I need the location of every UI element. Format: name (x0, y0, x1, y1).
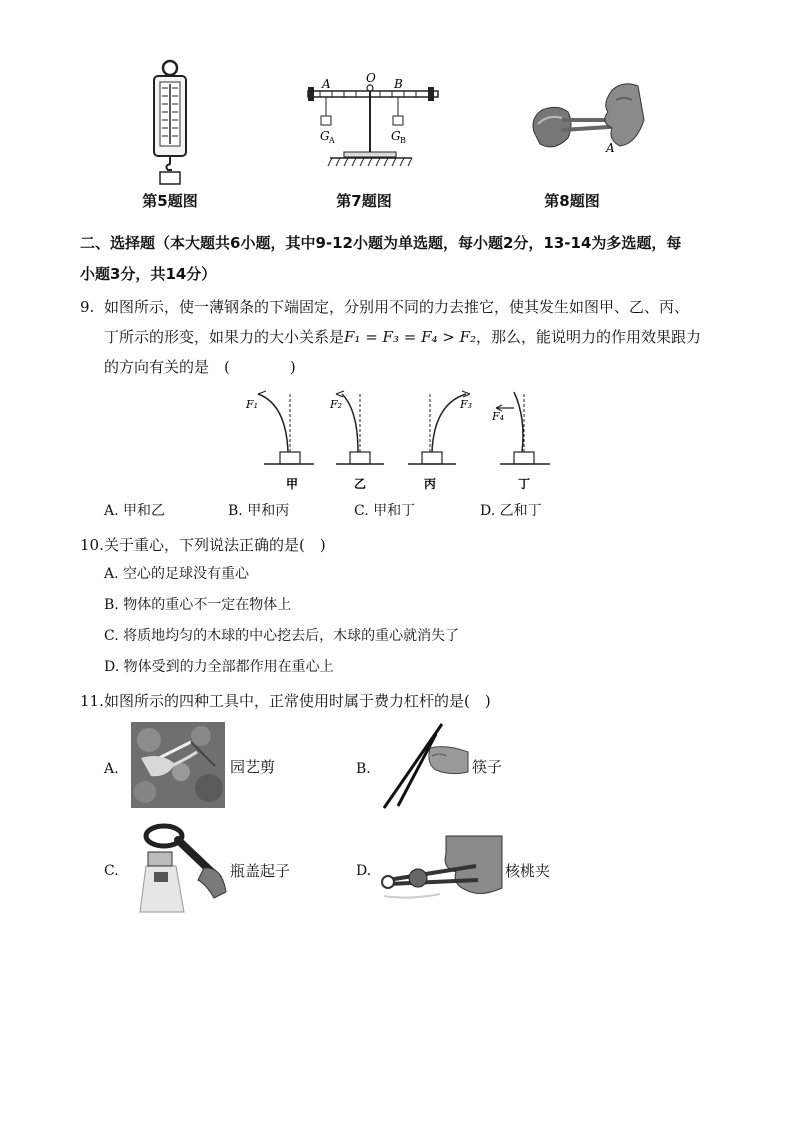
fig8-caption: 第8题图 (544, 192, 600, 210)
q9-line3: 的方向有关的是 ( ) (104, 358, 296, 376)
q9-option-c[interactable]: C. 甲和丁 (354, 503, 416, 519)
q9-line2-post: ，那么，能说明力的作用效果跟力 (476, 328, 702, 346)
q11-tool-chopsticks: 筷子 (472, 758, 503, 776)
q11-bottle-opener-photo (134, 822, 228, 912)
q9-strip-ding (491, 392, 550, 464)
q9-option-a[interactable]: A. 甲和乙 (104, 503, 166, 519)
q9-line2-pre: 丁所示的形变，如果力的大小关系是 (104, 328, 345, 346)
fig7-caption: 第7题图 (336, 192, 392, 210)
q9-line1: 如图所示，使一薄钢条的下端固定，分别用不同的力去推它，使其发生如图甲、乙、丙、 (104, 298, 690, 316)
q9-force-f1: F₁ (246, 398, 259, 411)
fig7-label-b: B (394, 77, 403, 91)
q11-option-a-letter[interactable]: A. (104, 761, 119, 777)
fig7-label-ga: G (320, 129, 330, 143)
q9-strip-bing (408, 391, 472, 464)
fig7-label-gb: G (391, 129, 401, 143)
section-header-line1: 二、选择题（本大题共6小题，其中9-12小题为单选题，每小题2分，13-14为多选题，每 (80, 234, 682, 252)
q9-force-relation: F₁ = F₃ = F₄ > F₂ (344, 328, 477, 346)
fig8-tongs-photo (528, 80, 646, 166)
q9-force-f2: F₂ (330, 398, 343, 411)
q9-option-d[interactable]: D. 乙和丁 (480, 503, 542, 519)
q9-line2 (104, 322, 744, 352)
q9-force-f4: F₄ (492, 410, 505, 423)
fig5-spring-scale (140, 58, 200, 186)
fig7-label-gb-sub: B (400, 136, 406, 145)
q11-tool-garden-shears: 园艺剪 (230, 758, 276, 776)
q9-label-jia: 甲 (286, 477, 299, 491)
q11-option-c-letter[interactable]: C. (104, 863, 119, 879)
q10-stem: 关于重心，下列说法正确的是( ) (104, 536, 326, 554)
q9-number: 9. (80, 298, 95, 316)
q10-option-d[interactable]: D. 物体受到的力全部都作用在重心上 (104, 659, 334, 675)
q9-force-f3: F₃ (460, 398, 473, 411)
q11-stem: 如图所示的四种工具中，正常使用时属于费力杠杆的是( ) (104, 692, 491, 710)
fig5-caption: 第5题图 (142, 192, 198, 210)
fig7-lever (300, 66, 445, 176)
q10-option-b[interactable]: B. 物体的重心不一定在物体上 (104, 597, 292, 613)
section-header-line2: 小题3分，共14分） (80, 265, 217, 283)
section-header (80, 228, 720, 290)
q11-nutcracker-photo (380, 836, 502, 904)
q11-option-d-letter[interactable]: D. (356, 863, 372, 879)
fig7-label-o: O (366, 71, 376, 85)
q11-option-b-letter[interactable]: B. (356, 761, 371, 777)
q9-label-ding: 丁 (518, 477, 531, 491)
q9-strip-yi (329, 391, 384, 464)
fig7-label-ga-sub: A (329, 136, 335, 145)
q9-strip-jia (245, 391, 314, 464)
q9-steel-strip-figure (246, 384, 562, 494)
q10-number: 10. (80, 536, 104, 554)
q11-tool-bottle-opener: 瓶盖起子 (230, 862, 291, 880)
fig7-label-a: A (322, 77, 331, 91)
q10-option-c[interactable]: C. 将质地均匀的木球的中心挖去后，木球的重心就消失了 (104, 628, 460, 644)
q9-label-yi: 乙 (354, 477, 367, 491)
q11-tool-nutcracker: 核桃夹 (505, 862, 551, 880)
q11-chopsticks-photo (380, 720, 472, 810)
q9-label-bing: 丙 (424, 477, 437, 491)
q9-option-b[interactable]: B. 甲和丙 (228, 503, 290, 519)
fig8-label-a: A (606, 141, 615, 155)
q11-number: 11. (80, 692, 104, 710)
q11-garden-shears-photo (131, 722, 225, 808)
q10-option-a[interactable]: A. 空心的足球没有重心 (104, 566, 250, 582)
